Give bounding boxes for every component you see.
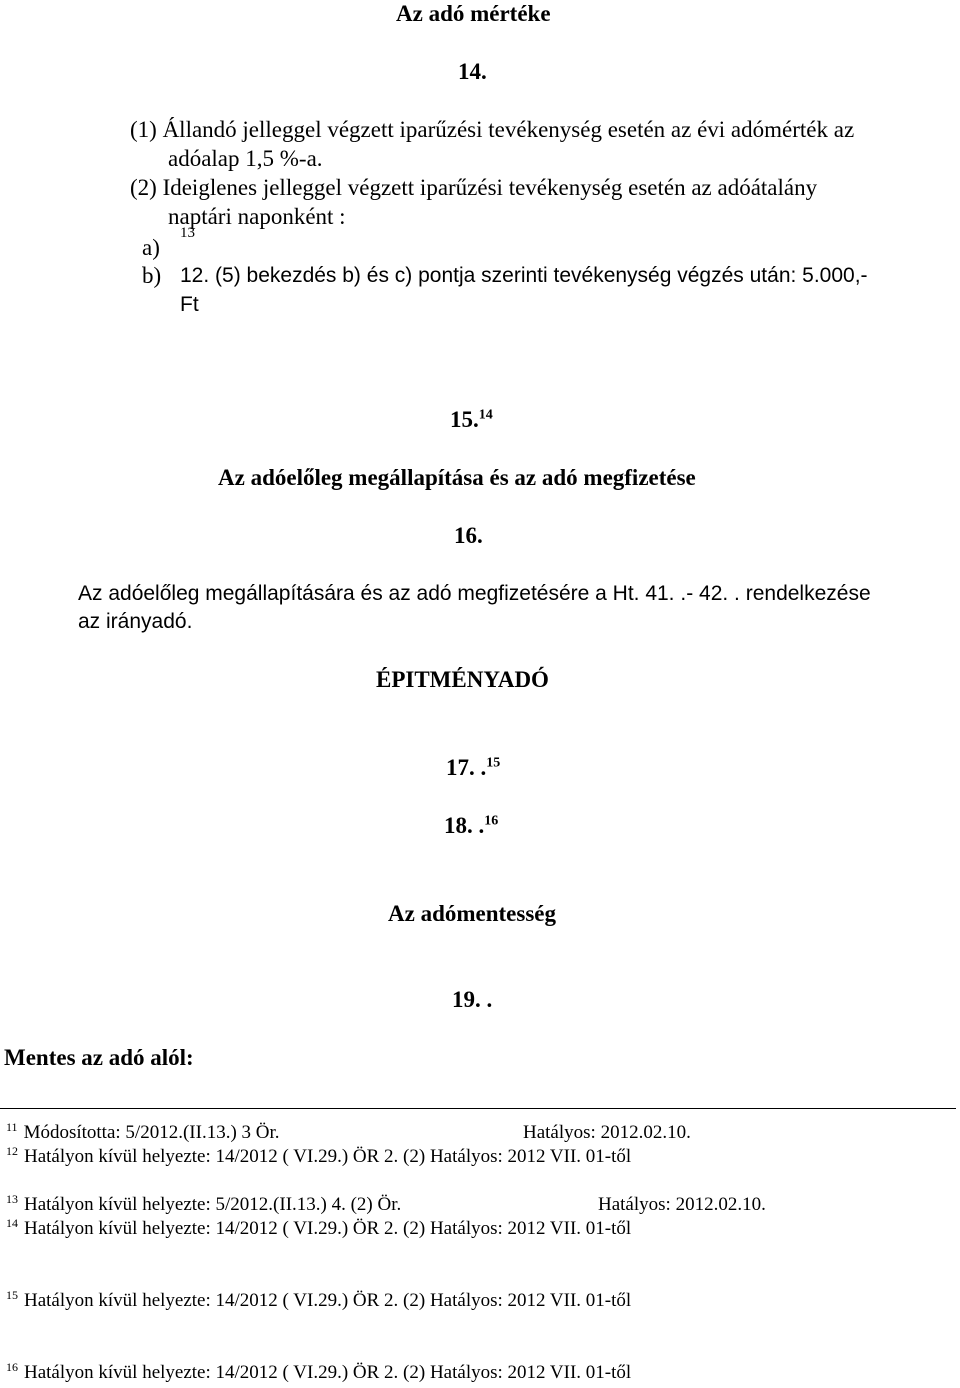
- heading-building-tax: ÉPITMÉNYADÓ: [376, 667, 549, 692]
- footnote-15-text: Hatályon kívül helyezte: 14/2012 ( VI.29.) ÖR 2. (2) Hatályos: 2012 VII. 01-től: [24, 1290, 632, 1311]
- heading-exemption: Az adómentesség: [388, 901, 556, 926]
- footnote-14-number: 14: [6, 1215, 18, 1230]
- paragraph-17-footnote-ref: 15: [486, 755, 501, 771]
- footnote-16-number: 16: [6, 1359, 18, 1374]
- footnote-13-number: 13: [6, 1191, 18, 1206]
- item-a-label: a): [142, 235, 160, 260]
- heading-advance-payment: Az adóelőleg megállapítása és az adó megfizetése: [218, 465, 696, 490]
- para-2-line-2: naptári naponként :: [168, 204, 346, 229]
- paragraph-17-number: 17. .: [446, 755, 487, 780]
- footnote-14: [6, 1215, 632, 1240]
- paragraph-17: [446, 754, 500, 781]
- paragraph-15-number: 15.: [450, 407, 479, 432]
- footnote-16: [6, 1359, 632, 1384]
- paragraph-18-number: 18. .: [444, 813, 485, 838]
- footnote-13-text: Hatályon kívül helyezte: 5/2012.(II.13.) 4. (2) Ör.: [24, 1194, 402, 1215]
- para-1-line-2: adóalap 1,5 %-a.: [168, 146, 323, 171]
- footnote-16-text: Hatályon kívül helyezte: 14/2012 ( VI.29.) ÖR 2. (2) Hatályos: 2012 VII. 01-től: [24, 1362, 632, 1383]
- footnote-15: [6, 1287, 632, 1312]
- footnote-11-effective: Hatályos: 2012.02.10.: [523, 1122, 691, 1143]
- paragraph-19-number: 19. .: [452, 987, 493, 1012]
- heading-tax-rate: Az adó mértéke: [396, 1, 551, 26]
- footnote-separator: [0, 1108, 956, 1109]
- footnote-14-text: Hatályon kívül helyezte: 14/2012 ( VI.29.) ÖR 2. (2) Hatályos: 2012 VII. 01-től: [24, 1218, 632, 1239]
- para-2-line-1: (2) Ideiglenes jelleggel végzett iparűzési tevékenység esetén az adóátalány: [130, 175, 818, 200]
- footnote-15-number: 15: [6, 1287, 18, 1302]
- para-16-line-2: az irányadó.: [78, 610, 193, 633]
- footnote-12-number: 12: [6, 1143, 18, 1158]
- item-b-text-cont: Ft: [180, 293, 199, 316]
- paragraph-18-footnote-ref: 16: [484, 813, 499, 829]
- item-a-footnote-ref: 13: [180, 225, 195, 241]
- footnote-12-text: Hatályon kívül helyezte: 14/2012 ( VI.29.) ÖR 2. (2) Hatályos: 2012 VII. 01-től: [24, 1146, 632, 1167]
- paragraph-18: [444, 812, 498, 839]
- footnote-13-effective: Hatályos: 2012.02.10.: [598, 1194, 766, 1215]
- para-1-line-1: (1) Állandó jelleggel végzett iparűzési tevékenység esetén az évi adómérték az: [130, 117, 855, 142]
- paragraph-14-number: 14.: [458, 59, 487, 84]
- footnote-11: [6, 1119, 280, 1144]
- exempt-label: Mentes az adó alól:: [4, 1045, 194, 1070]
- para-16-line-1: Az adóelőleg megállapítására és az adó megfizetésére a Ht. 41. .- 42. . rendelkezése: [78, 582, 871, 605]
- paragraph-16-number: 16.: [454, 523, 483, 548]
- footnote-13: [6, 1191, 402, 1216]
- footnote-11-number: 11: [6, 1119, 18, 1134]
- footnote-11-text: Módosította: 5/2012.(II.13.) 3 Ör.: [23, 1122, 280, 1143]
- item-b-text: 12. (5) bekezdés b) és c) pontja szerinti tevékenység végzés után: 5.000,-: [180, 264, 868, 287]
- item-b-label: b): [142, 263, 162, 288]
- paragraph-15-footnote-ref: 14: [478, 407, 493, 423]
- footnote-12: [6, 1143, 632, 1168]
- paragraph-15: [450, 406, 493, 433]
